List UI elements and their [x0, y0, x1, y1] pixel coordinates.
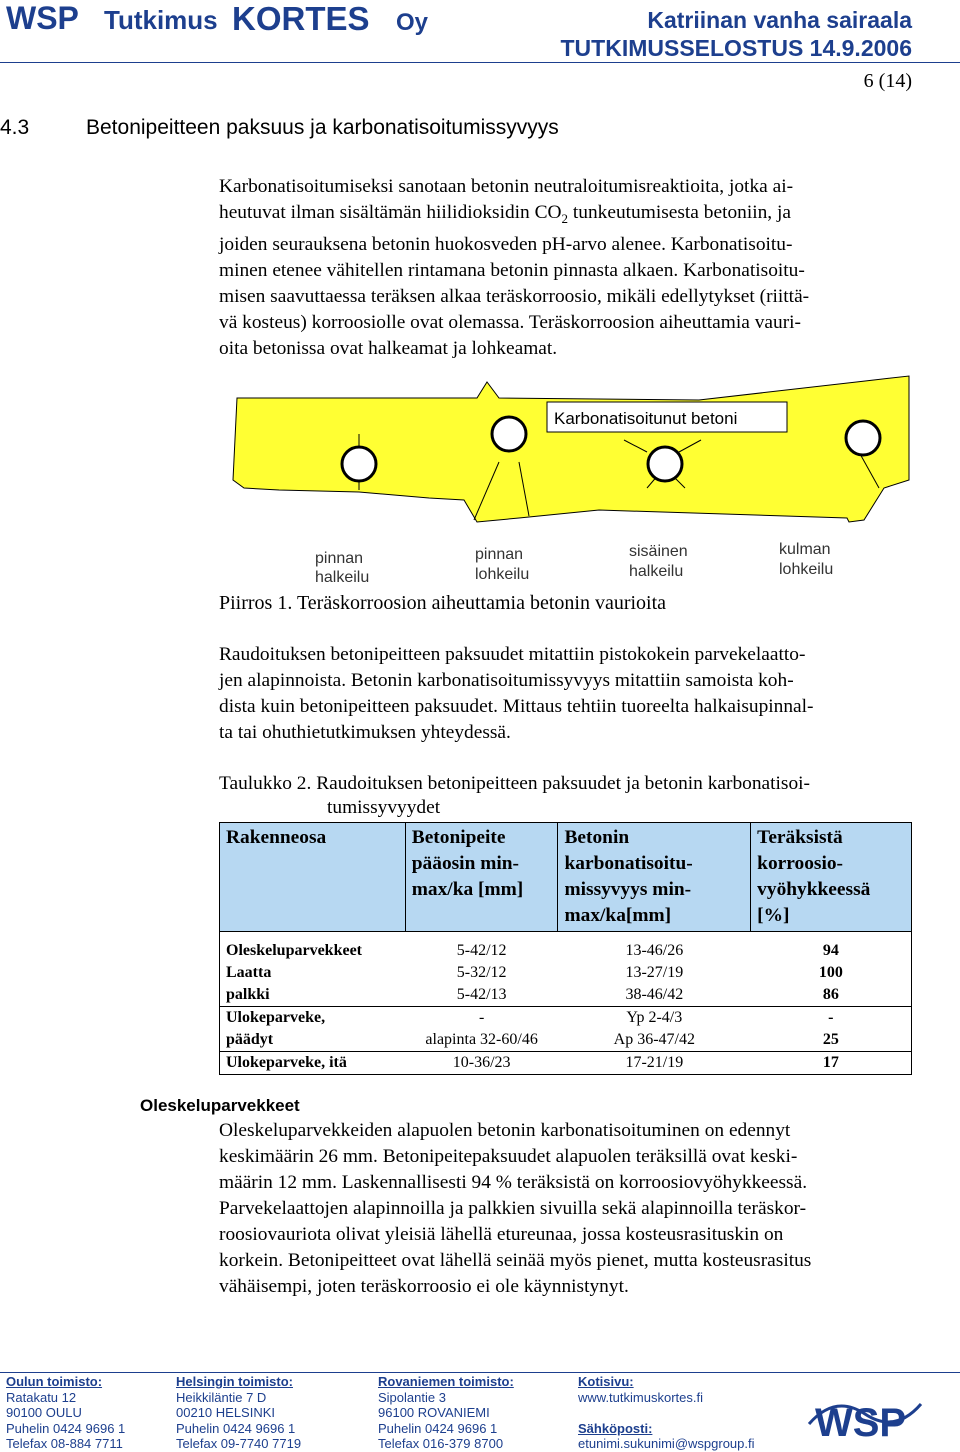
footer-oulu: Oulun toimisto: Ratakatu 12 90100 OULU Puhelin 0424 9696 1 Telefax 08-884 7711 [6, 1374, 126, 1451]
table-row [220, 1007, 912, 1030]
label-surface-crack-l2: halkeilu [315, 569, 370, 586]
table-cell: 5-32/12 [456, 964, 507, 981]
rebar-3 [648, 447, 682, 481]
table-cell: 38-46/42 [625, 986, 684, 1003]
wsp-kortes-logo [4, 0, 454, 36]
header-line1: Katriinan vanha sairaala [647, 7, 912, 33]
para3-line: vähäisempi, joten teräskorroosio ei ole käynnistynyt. [219, 1276, 629, 1297]
wsp-logo-footer [805, 1384, 925, 1444]
header-rule [0, 62, 960, 63]
svg-text:Oy: Oy [396, 9, 429, 36]
page-number: 6 (14) [863, 70, 912, 92]
table-cell: 17-21/19 [558, 1052, 751, 1075]
table-cell: - [751, 1007, 912, 1030]
para2-line: ta tai ohuthietutkimuksen yhteydessä. [219, 722, 511, 743]
rebar-1 [342, 447, 376, 481]
para2-line: Raudoituksen betonipeitteen paksuudet mitattiin pistokokein parvekelaatto- [219, 644, 806, 665]
para1-line: heutuvat ilman sisältämän hiilidioksidin $CO_2$ tunkeutumisesta betoniin, ja [219, 202, 792, 226]
para1-line: Karbonatisoitumiseksi sanotaan betonin neutraloitumisreaktioita, jotka ai- [219, 176, 794, 197]
para2-line: jen alapinnoista. Betonin karbonatisoitumissyvyys mitattiin samoista koh- [219, 670, 794, 691]
para3-line: roosiovauriota olivat yleisiä lähellä etureunaa, jossa kosteusrasituskin on [219, 1224, 784, 1245]
table-cell: Ap 36-47/42 [613, 1031, 695, 1048]
table-row [220, 962, 912, 984]
label-internal-crack-l1: sisäinen [629, 543, 688, 560]
table-cell: 100 [751, 962, 912, 984]
table-caption [219, 772, 911, 820]
para3-line: määrin 12 mm. Laskennallisesti 94 % teräksistä on korroosiovyöhykkeessä. [219, 1172, 808, 1193]
para1-line: vä kosteus) korroosiolle ovat olemassa. Teräskorroosion aiheuttamia vauri- [219, 311, 802, 333]
table-cell: Yp 2-4/3 [558, 1007, 751, 1030]
svg-text:Tutkimus: Tutkimus [104, 5, 218, 35]
table-cell: Oleskeluparvekkeet [220, 940, 406, 962]
table-row [220, 940, 912, 962]
carbonated-label: Karbonatisoitunut betoni [554, 409, 738, 428]
rebar-4 [846, 421, 880, 455]
results-table [219, 822, 912, 1075]
para1-line: minen etenee vähitellen rintamana betonin pinnasta alkaen. Karbonatisoitu- [219, 259, 805, 281]
table-cell: alapinta 32-60/46 [425, 1031, 538, 1048]
table-cell [558, 932, 751, 941]
label-corner-spall-l1: kulman [779, 541, 831, 558]
label-surface-spall-l1: pinnan [475, 546, 524, 563]
subheading-oleskeluparvekkeet: Oleskeluparvekkeet [140, 1096, 300, 1115]
table-header-row [220, 823, 912, 932]
svg-text:WSP: WSP [815, 1401, 907, 1444]
table-cell: 13-27/19 [625, 964, 684, 981]
table-cell: 86 [751, 984, 912, 1007]
para3-line: keskimäärin 26 mm. Betonipeitepaksuudet alapuolen teräksillä ovat keski- [219, 1146, 798, 1167]
table-cell: Ulokeparveke, itä [220, 1052, 406, 1075]
table-row [220, 1029, 912, 1052]
para1-line: joiden seurauksena betonin huokosveden pH-arvo alenee. Karbonatisoitu- [219, 233, 793, 255]
header-line2: TUTKIMUSSELOSTUS 14.9.2006 [560, 35, 912, 61]
email-link[interactable]: etunimi.sukunimi@wspgroup.fi [578, 1436, 755, 1451]
svg-text:WSP: WSP [6, 0, 79, 36]
para3-line: Parvekelaattojen alapinnoilla ja palkkien sivuilla sekä alapinnoilla teräskor- [219, 1198, 807, 1219]
table-row [220, 984, 912, 1007]
table-cell: 13-46/26 [625, 942, 684, 959]
para3-line: korkein. Betonipeitteet ovat lähellä seinää myös pienet, mutta kosteusrasitus [219, 1250, 812, 1271]
rebar-2 [492, 417, 526, 451]
col-header-corrosion-zone: Teräksistä korroosio-vyöhykkeessä [%] [751, 823, 912, 932]
footer-rule [0, 1372, 960, 1373]
corrosion-damage-figure [219, 370, 911, 595]
table-cell: 25 [751, 1029, 912, 1052]
para1-line: misen saavuttaessa teräksen alkaa teräskorroosio, mikäli edellytykset (riittä- [219, 285, 810, 307]
col-header-structure: Rakenneosa [220, 823, 406, 932]
paragraph-carbonation [219, 174, 911, 362]
figure-caption: Piirros 1. Teräskorroosion aiheuttamia betonin vaurioita [219, 592, 667, 614]
website-link[interactable]: www.tutkimuskortes.fi [578, 1389, 703, 1405]
table-cell: 94 [751, 940, 912, 962]
section-number: 4.3 [0, 116, 30, 139]
table-row [220, 1052, 912, 1075]
table-cell [220, 932, 406, 941]
table-cell: Ulokeparveke, [220, 1007, 406, 1030]
table-caption-line1: Taulukko 2. Raudoituksen betonipeitteen paksuudet ja betonin karbonatisoi- [219, 773, 811, 794]
table-cell: palkki [220, 984, 406, 1007]
svg-text:KORTES: KORTES [232, 0, 370, 36]
paragraph-measurement [219, 642, 911, 746]
paragraph-balconies [219, 1118, 911, 1300]
table-cell: 5-42/13 [456, 986, 507, 1003]
label-internal-crack-l2: halkeilu [629, 563, 684, 580]
table-cell [405, 932, 558, 941]
para2-line: dista kuin betonipeitteen paksuudet. Mittaus tehtiin tuoreelta halkaisupinnal- [219, 696, 814, 717]
table-cell: Laatta [220, 962, 406, 984]
label-surface-crack-l1: pinnan [315, 550, 364, 567]
table-cell: - [405, 1007, 558, 1030]
table-caption-line2: tumissyvyydet [327, 797, 441, 818]
table-cell: 10-36/23 [405, 1052, 558, 1075]
section-title: Betonipeitteen paksuus ja karbonatisoitumissyvyys [86, 116, 559, 139]
concrete-body [233, 376, 909, 522]
para1-line: oita betonissa ovat halkeamat ja lohkeamat. [219, 337, 558, 359]
table-cell: päädyt [220, 1029, 406, 1052]
col-header-carbonation: Betonin karbonatisoitu-missyvyys min-max/ka[mm] [558, 823, 751, 932]
table-cell: 5-42/12 [456, 942, 507, 959]
label-surface-spall-l2: lohkeilu [475, 566, 530, 583]
section-heading [0, 116, 559, 140]
footer-web: Kotisivu: www.tutkimuskortes.fi Sähköposti: etunimi.sukunimi@wspgroup.fi [578, 1374, 755, 1451]
col-header-cover: Betonipeite pääosin min-max/ka [mm] [405, 823, 558, 932]
label-corner-spall-l2: lohkeilu [779, 561, 834, 578]
table-cell: 17 [751, 1052, 912, 1075]
footer-helsinki: Helsingin toimisto: Heikkiläntie 7 D 00210 HELSINKI Puhelin 0424 9696 1 Telefax 09-7740 7719 [176, 1374, 302, 1451]
table-cell [751, 932, 912, 941]
para3-line: Oleskeluparvekkeiden alapuolen betonin karbonatisoituminen on edennyt [219, 1120, 791, 1141]
header-title [561, 6, 913, 62]
footer-rovaniemi: Rovaniemen toimisto: Sipolantie 3 96100 ROVANIEMI Puhelin 0424 9696 1 Telefax 016-379 8700 [378, 1374, 514, 1451]
